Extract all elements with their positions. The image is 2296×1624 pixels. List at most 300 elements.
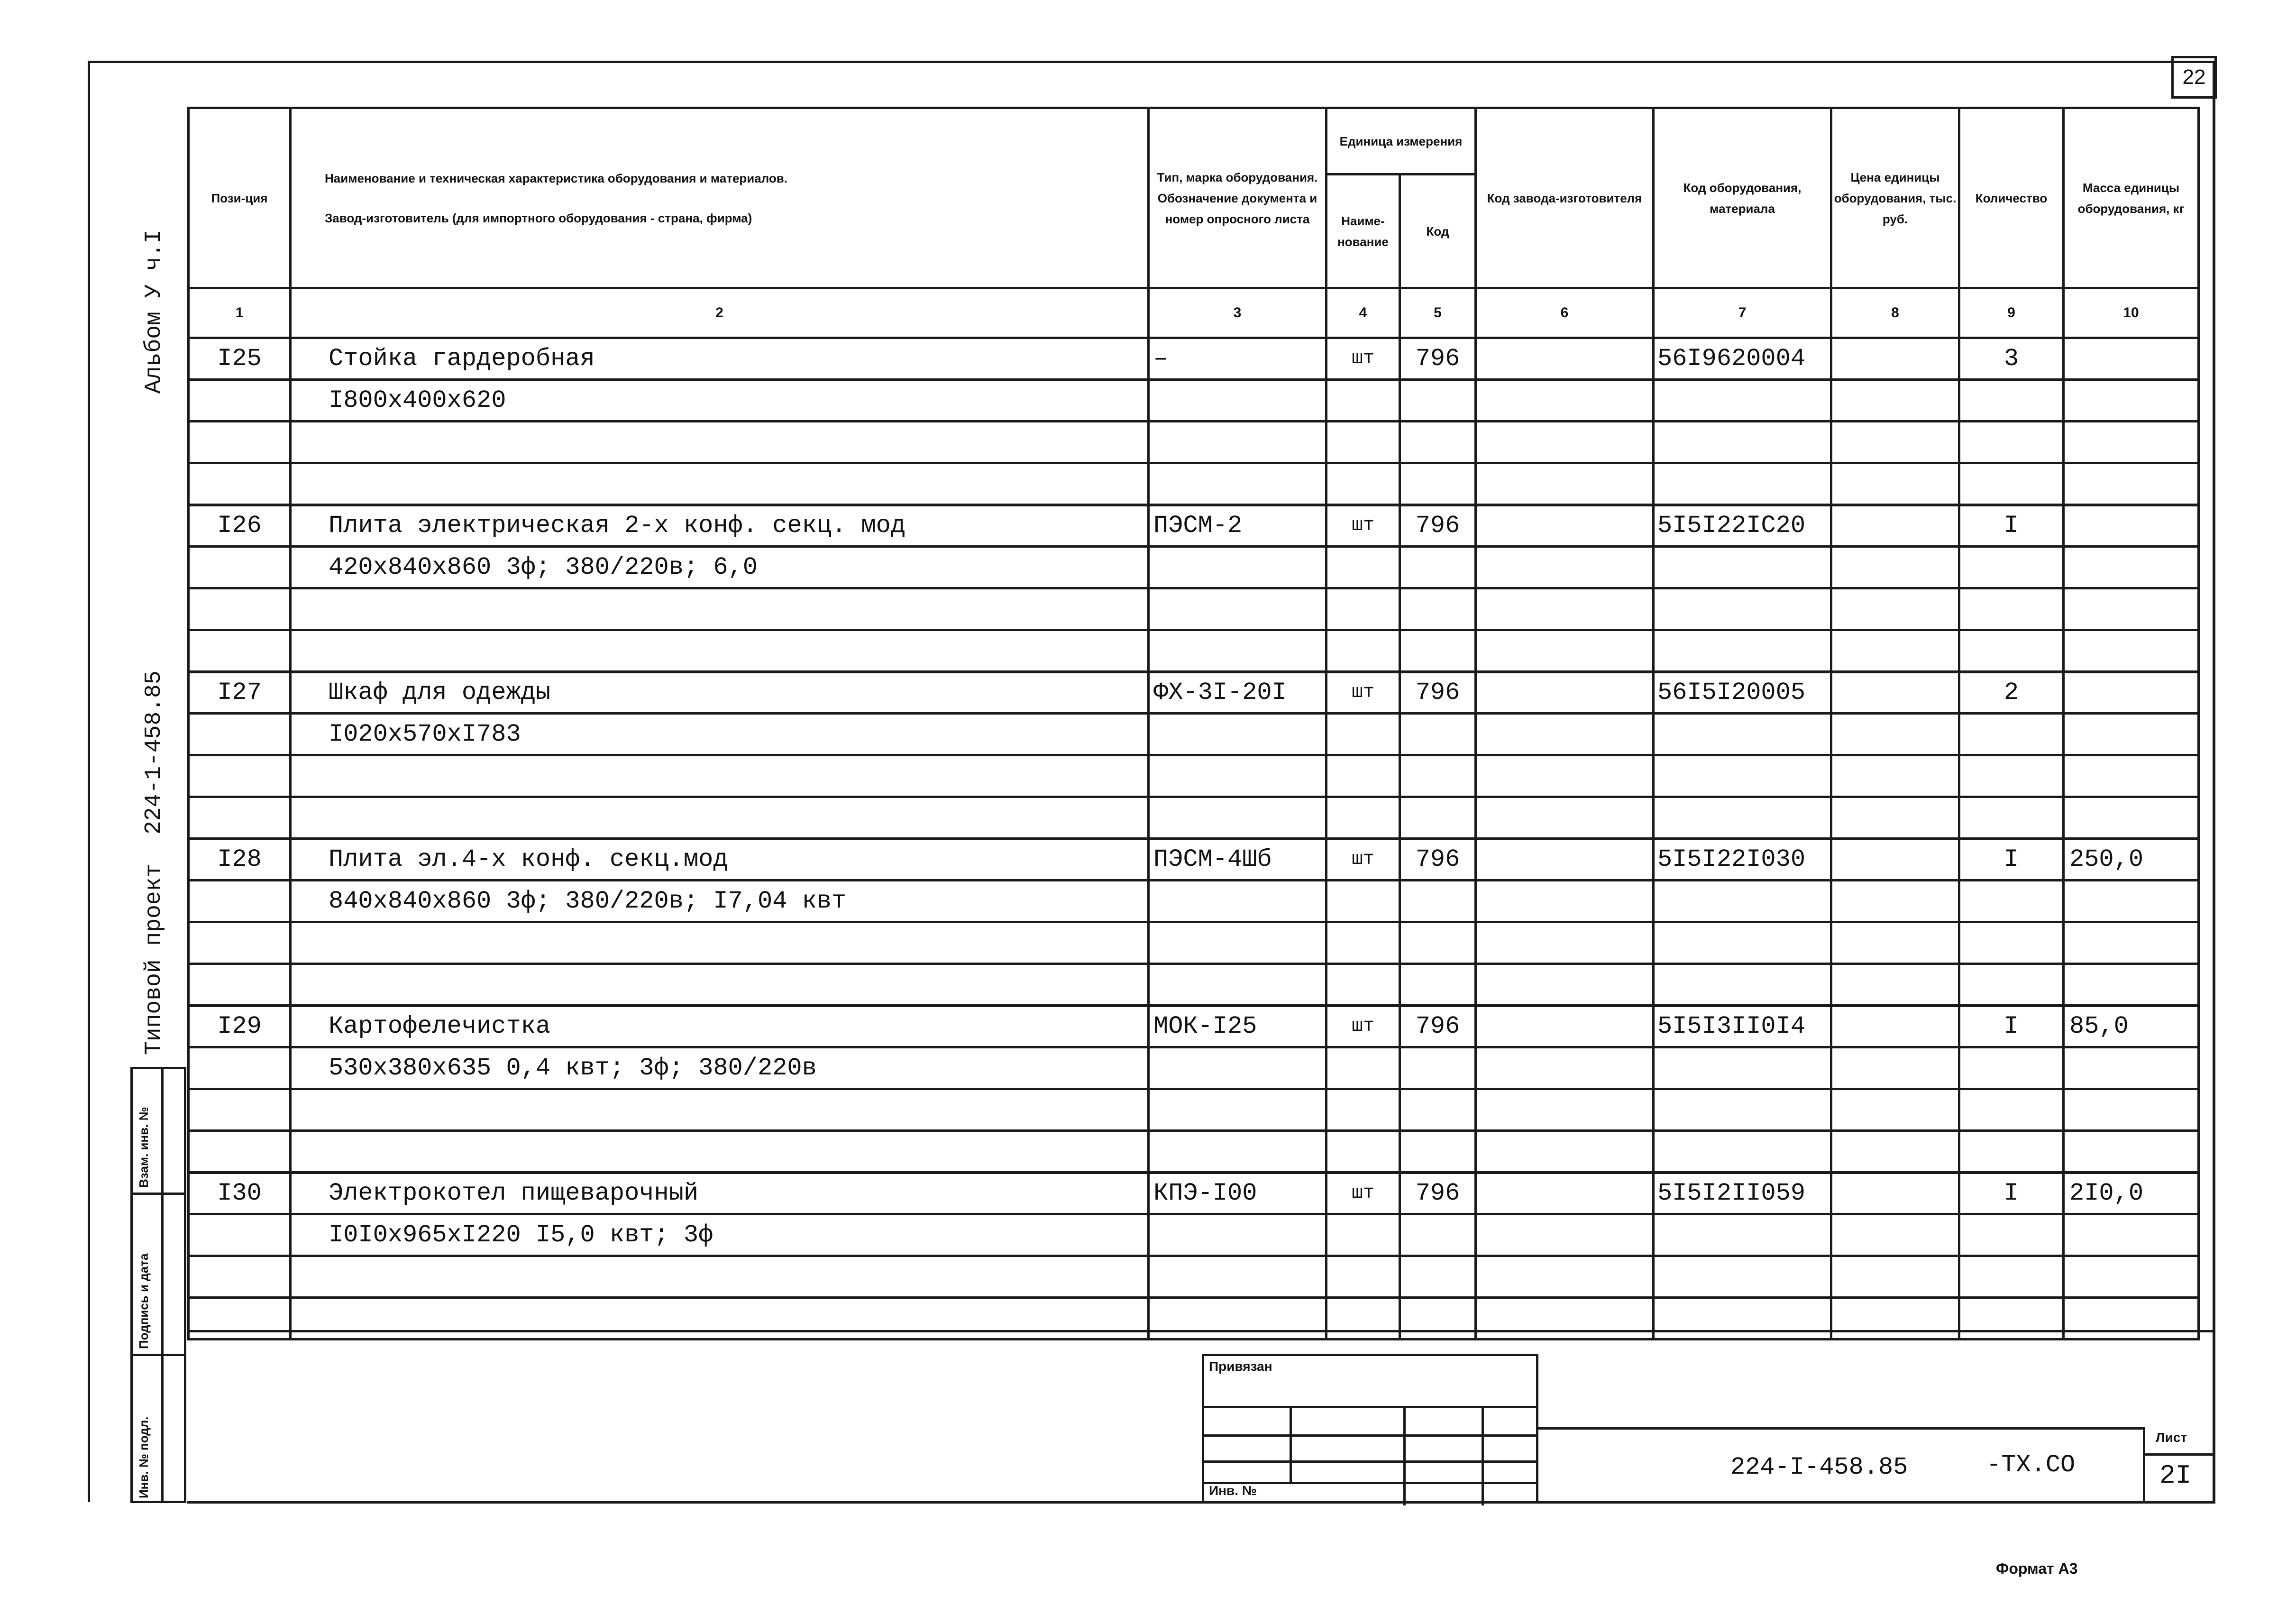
cell-equipment-code: 56I9620004 — [1654, 338, 1831, 380]
table-row — [189, 547, 2199, 588]
cell-quantity: I — [1959, 839, 2064, 881]
table-cell — [1149, 1089, 1326, 1131]
album-label: Альбом У ч.I — [141, 229, 167, 394]
table-cell — [291, 630, 1149, 672]
cell-unit-code: 796 — [1400, 338, 1476, 380]
table-cell — [189, 881, 291, 922]
table-cell — [1831, 547, 1959, 588]
table-cell — [1476, 714, 1654, 755]
table-cell — [1149, 1256, 1326, 1298]
table-cell — [291, 588, 1149, 630]
cell-type: – — [1149, 338, 1326, 380]
table-cell — [1326, 755, 1400, 797]
table-cell — [1149, 714, 1326, 755]
table-cell — [189, 1131, 291, 1173]
table-cell — [1326, 797, 1400, 839]
table-cell — [1149, 1298, 1326, 1340]
table-cell — [1959, 547, 2064, 588]
table-cell — [1476, 588, 1654, 630]
signature-strip — [130, 1067, 186, 1503]
cell-price — [1831, 338, 1959, 380]
table-row — [189, 1298, 2199, 1340]
table-cell — [1149, 755, 1326, 797]
table-cell — [1476, 1214, 1654, 1256]
table-cell — [1326, 714, 1400, 755]
table-cell — [1476, 547, 1654, 588]
table-bottom-line — [187, 1330, 2215, 1332]
table-cell — [1831, 630, 1959, 672]
table-cell — [1326, 881, 1400, 922]
sheet-number-box — [2143, 1427, 2215, 1502]
table-cell — [1654, 1089, 1831, 1131]
table-cell — [1149, 380, 1326, 422]
table-cell — [189, 547, 291, 588]
table-cell — [1476, 1131, 1654, 1173]
table-cell — [1326, 422, 1400, 463]
table-cell — [1476, 380, 1654, 422]
cell-manufacturer-code — [1476, 839, 1654, 881]
table-cell — [189, 1298, 291, 1340]
table-cell — [2064, 463, 2199, 505]
cell-spec: 420x840x860 3ф; 380/220в; 6,0 — [291, 547, 1149, 588]
frame-bottom-line — [187, 1501, 2215, 1504]
table-cell — [1831, 380, 1959, 422]
table-row — [189, 1089, 2199, 1131]
table-cell — [1654, 630, 1831, 672]
table-cell — [1326, 1047, 1400, 1089]
table-row — [189, 797, 2199, 839]
table-cell — [189, 1047, 291, 1089]
table-cell — [1476, 964, 1654, 1006]
table-cell — [1476, 630, 1654, 672]
header-unit-group: Единица измерения — [1326, 108, 1476, 174]
cell-quantity: I — [1959, 505, 2064, 547]
table-row — [189, 630, 2199, 672]
table-cell — [291, 1298, 1149, 1340]
table-cell — [1326, 547, 1400, 588]
cell-type: ПЭСМ-2 — [1149, 505, 1326, 547]
table-cell — [1654, 380, 1831, 422]
table-cell — [1326, 380, 1400, 422]
cell-name: Шкаф для одежды — [291, 672, 1149, 714]
table-cell — [1400, 881, 1476, 922]
table-cell — [1149, 630, 1326, 672]
cell-equipment-code: 56I5I20005 — [1654, 672, 1831, 714]
sheet-number: 2I — [2159, 1460, 2192, 1491]
table-cell — [1959, 1047, 2064, 1089]
table-cell — [1831, 1298, 1959, 1340]
cell-unit-code: 796 — [1400, 505, 1476, 547]
project-code-label: 224-1-458.85 — [141, 670, 167, 835]
cell-position: I27 — [189, 672, 291, 714]
header-name — [291, 108, 1149, 288]
cell-price — [1831, 1173, 1959, 1214]
col-number: 10 — [2064, 288, 2199, 338]
table-row — [189, 839, 2199, 881]
table-cell — [1959, 463, 2064, 505]
table-cell — [1831, 1047, 1959, 1089]
table-cell — [1959, 1089, 2064, 1131]
cell-unit-code: 796 — [1400, 672, 1476, 714]
col-number: 9 — [1959, 288, 2064, 338]
cell-type: МОК-I25 — [1149, 1006, 1326, 1047]
cell-manufacturer-code — [1476, 505, 1654, 547]
cell-position: I28 — [189, 839, 291, 881]
col-number: 1 — [189, 288, 291, 338]
cell-mass: 85,0 — [2064, 1006, 2199, 1047]
table-cell — [1400, 714, 1476, 755]
table-cell — [1959, 1131, 2064, 1173]
cell-quantity: I — [1959, 1173, 2064, 1214]
cell-position: I29 — [189, 1006, 291, 1047]
table-cell — [189, 630, 291, 672]
table-cell — [1400, 422, 1476, 463]
cell-spec: I020x570xI783 — [291, 714, 1149, 755]
table-cell — [291, 964, 1149, 1006]
table-cell — [1959, 380, 2064, 422]
cell-name: Картофелечистка — [291, 1006, 1149, 1047]
doc-code: 224-I-458.85 — [1730, 1453, 1908, 1481]
attached-label: Привязан — [1209, 1359, 1272, 1374]
cell-type: ФХ-3I-20I — [1149, 672, 1326, 714]
table-cell — [2064, 881, 2199, 922]
table-cell — [2064, 1298, 2199, 1340]
cell-unit-code: 796 — [1400, 839, 1476, 881]
table-cell — [1959, 630, 2064, 672]
cell-name: Плита электрическая 2-х конф. секц. мод — [291, 505, 1149, 547]
col-number: 8 — [1831, 288, 1959, 338]
table-cell — [2064, 797, 2199, 839]
table-cell — [189, 755, 291, 797]
table-cell — [2064, 922, 2199, 964]
table-cell — [1959, 422, 2064, 463]
table-cell — [1400, 1256, 1476, 1298]
table-cell — [2064, 755, 2199, 797]
table-cell — [1400, 797, 1476, 839]
table-cell — [1654, 547, 1831, 588]
cell-type: КПЭ-I00 — [1149, 1173, 1326, 1214]
sheet-label: Лист — [2156, 1430, 2187, 1445]
table-row — [189, 380, 2199, 422]
inv-label: Инв. № — [1209, 1483, 1257, 1498]
table-cell — [189, 463, 291, 505]
table-cell — [291, 1256, 1149, 1298]
table-row — [189, 338, 2199, 380]
signature-date-label: Подпись и дата — [137, 1253, 151, 1349]
table-cell — [1400, 1214, 1476, 1256]
cell-position: I25 — [189, 338, 291, 380]
table-cell — [2064, 588, 2199, 630]
table-cell — [1476, 755, 1654, 797]
table-cell — [1654, 1256, 1831, 1298]
table-cell — [2064, 714, 2199, 755]
table-cell — [2064, 547, 2199, 588]
cell-spec: 840x840x860 3ф; 380/220в; I7,04 квт — [291, 881, 1149, 922]
table-cell — [1149, 797, 1326, 839]
table-cell — [1959, 714, 2064, 755]
cell-equipment-code: 5I5I22IC20 — [1654, 505, 1831, 547]
table-cell — [1959, 588, 2064, 630]
table-cell — [1654, 881, 1831, 922]
table-cell — [1149, 547, 1326, 588]
table-row — [189, 881, 2199, 922]
table-cell — [1476, 463, 1654, 505]
table-cell — [1326, 588, 1400, 630]
table-cell — [291, 922, 1149, 964]
inv-original-label: Инв. № подл. — [137, 1416, 151, 1498]
table-cell — [1654, 588, 1831, 630]
cell-price — [1831, 839, 1959, 881]
table-cell — [1959, 1298, 2064, 1340]
table-cell — [2064, 1089, 2199, 1131]
cell-equipment-code: 5I5I22I030 — [1654, 839, 1831, 881]
table-cell — [1149, 422, 1326, 463]
table-cell — [1149, 1047, 1326, 1089]
header-quantity: Количество — [1959, 108, 2064, 288]
cell-quantity: I — [1959, 1006, 2064, 1047]
table-cell — [2064, 1131, 2199, 1173]
table-cell — [1654, 797, 1831, 839]
header-equipment-code: Код оборудования, материала — [1654, 108, 1831, 288]
table-cell — [1654, 755, 1831, 797]
table-cell — [1400, 380, 1476, 422]
cell-unit: шт — [1326, 1006, 1400, 1047]
table-row — [189, 588, 2199, 630]
table-cell — [1149, 1131, 1326, 1173]
table-cell — [1400, 1131, 1476, 1173]
table-cell — [1654, 1214, 1831, 1256]
cell-name: Электрокотел пищеварочный — [291, 1173, 1149, 1214]
cell-unit: шт — [1326, 1173, 1400, 1214]
table-cell — [1654, 1298, 1831, 1340]
table-cell — [1326, 964, 1400, 1006]
table-row — [189, 463, 2199, 505]
table-cell — [1400, 755, 1476, 797]
table-cell — [1400, 630, 1476, 672]
col-number: 2 — [291, 288, 1149, 338]
format-label: Формат А3 — [1996, 1560, 2078, 1577]
table-cell — [291, 1131, 1149, 1173]
table-cell — [189, 380, 291, 422]
table-cell — [1326, 1131, 1400, 1173]
table-cell — [2064, 964, 2199, 1006]
table-cell — [1400, 1298, 1476, 1340]
cell-unit-code: 796 — [1400, 1173, 1476, 1214]
col-number: 6 — [1476, 288, 1654, 338]
cell-position: I26 — [189, 505, 291, 547]
table-cell — [1654, 922, 1831, 964]
cell-unit: шт — [1326, 672, 1400, 714]
table-cell — [1326, 630, 1400, 672]
col-number: 7 — [1654, 288, 1831, 338]
table-cell — [1400, 922, 1476, 964]
table-cell — [1831, 1256, 1959, 1298]
table-cell — [1326, 922, 1400, 964]
cell-unit: шт — [1326, 839, 1400, 881]
table-cell — [1476, 881, 1654, 922]
cell-quantity: 2 — [1959, 672, 2064, 714]
table-cell — [1326, 1256, 1400, 1298]
table-cell — [1831, 463, 1959, 505]
table-cell — [1476, 922, 1654, 964]
table-cell — [1831, 797, 1959, 839]
table-cell — [189, 964, 291, 1006]
table-row — [189, 714, 2199, 755]
table-cell — [1831, 922, 1959, 964]
table-cell — [1959, 1256, 2064, 1298]
table-row — [189, 922, 2199, 964]
table-cell — [1149, 1214, 1326, 1256]
cell-manufacturer-code — [1476, 1173, 1654, 1214]
table-cell — [189, 588, 291, 630]
table-cell — [1149, 881, 1326, 922]
table-cell — [1959, 1214, 2064, 1256]
project-type-label: Типовой проект — [141, 863, 167, 1055]
table-cell — [189, 422, 291, 463]
table-row — [189, 964, 2199, 1006]
table-cell — [1476, 1089, 1654, 1131]
table-cell — [189, 1089, 291, 1131]
cell-mass — [2064, 505, 2199, 547]
cell-spec: I0I0x965xI220 I5,0 квт; 3ф — [291, 1214, 1149, 1256]
header-mass: Масса единицы оборудования, кг — [2064, 108, 2199, 288]
table-cell — [1326, 1089, 1400, 1131]
table-cell — [1476, 1298, 1654, 1340]
table-cell — [1400, 1047, 1476, 1089]
table-cell — [2064, 630, 2199, 672]
table-cell — [1326, 463, 1400, 505]
col-number: 4 — [1326, 288, 1400, 338]
cell-equipment-code: 5I5I3II0I4 — [1654, 1006, 1831, 1047]
table-row — [189, 1256, 2199, 1298]
table-cell — [1831, 1089, 1959, 1131]
table-cell — [1831, 588, 1959, 630]
cell-manufacturer-code — [1476, 1006, 1654, 1047]
table-row — [189, 672, 2199, 714]
table-cell — [1326, 1214, 1400, 1256]
table-cell — [1400, 463, 1476, 505]
table-row — [189, 1214, 2199, 1256]
cell-name: Стойка гардеробная — [291, 338, 1149, 380]
cell-name: Плита эл.4-х конф. секц.мод — [291, 839, 1149, 881]
table-cell — [1959, 964, 2064, 1006]
cell-mass: 2I0,0 — [2064, 1173, 2199, 1214]
table-cell — [1400, 588, 1476, 630]
cell-manufacturer-code — [1476, 672, 1654, 714]
table-cell — [1476, 1047, 1654, 1089]
cell-price — [1831, 1006, 1959, 1047]
cell-unit-code: 796 — [1400, 1006, 1476, 1047]
table-cell — [1831, 755, 1959, 797]
table-cell — [1400, 547, 1476, 588]
table-cell — [1326, 1298, 1400, 1340]
table-cell — [1654, 463, 1831, 505]
header-unit-code: Код — [1400, 174, 1476, 288]
table-row — [189, 1173, 2199, 1214]
specification-table — [187, 107, 2200, 1340]
table-row — [189, 1131, 2199, 1173]
cell-spec: 530x380x635 0,4 квт; 3ф; 380/220в — [291, 1047, 1149, 1089]
table-cell — [1959, 881, 2064, 922]
table-cell — [2064, 1256, 2199, 1298]
doc-suffix: -TX.CO — [1986, 1451, 2076, 1479]
cell-quantity: 3 — [1959, 338, 2064, 380]
cell-price — [1831, 672, 1959, 714]
table-cell — [2064, 380, 2199, 422]
header-position: Пози-ция — [189, 108, 291, 288]
table-cell — [291, 755, 1149, 797]
table-cell — [1149, 463, 1326, 505]
table-cell — [291, 422, 1149, 463]
table-cell — [291, 463, 1149, 505]
table-cell — [1476, 422, 1654, 463]
table-row — [189, 755, 2199, 797]
table-row — [189, 1006, 2199, 1047]
cell-mass: 250,0 — [2064, 839, 2199, 881]
header-manufacturer-code: Код завода-изготовителя — [1476, 108, 1654, 288]
table-cell — [291, 797, 1149, 839]
table-cell — [1831, 964, 1959, 1006]
table-cell — [1831, 881, 1959, 922]
attached-block — [1202, 1354, 1538, 1503]
table-cell — [1476, 797, 1654, 839]
table-row — [189, 1047, 2199, 1089]
table-cell — [1959, 797, 2064, 839]
table-cell — [2064, 422, 2199, 463]
table-cell — [1654, 714, 1831, 755]
specification-body — [189, 338, 2199, 1340]
table-cell — [1476, 1256, 1654, 1298]
col-number: 5 — [1400, 288, 1476, 338]
table-cell — [189, 714, 291, 755]
table-cell — [1959, 755, 2064, 797]
table-cell — [1149, 964, 1326, 1006]
table-cell — [1654, 1047, 1831, 1089]
table-row — [189, 505, 2199, 547]
cell-unit: шт — [1326, 505, 1400, 547]
cell-spec: I800x400x620 — [291, 380, 1149, 422]
header-name-line2: Завод-изготовитель (для импортного оборудования - страна, фирма) — [325, 211, 752, 225]
col-number: 3 — [1149, 288, 1326, 338]
table-cell — [1831, 1214, 1959, 1256]
header-price: Цена единицы оборудования, тыс. руб. — [1831, 108, 1959, 288]
table-cell — [1149, 588, 1326, 630]
table-row — [189, 422, 2199, 463]
cell-unit: шт — [1326, 338, 1400, 380]
table-cell — [1654, 964, 1831, 1006]
table-cell — [2064, 1214, 2199, 1256]
cell-equipment-code: 5I5I2II059 — [1654, 1173, 1831, 1214]
header-unit-name: Наиме-нование — [1326, 174, 1400, 288]
cell-manufacturer-code — [1476, 338, 1654, 380]
cell-price — [1831, 505, 1959, 547]
table-cell — [1654, 422, 1831, 463]
header-type: Тип, марка оборудования. Обозначение документа и номер опросного листа — [1149, 108, 1326, 288]
table-cell — [189, 797, 291, 839]
cell-position: I30 — [189, 1173, 291, 1214]
top-sheet-number: 22 — [2171, 56, 2217, 99]
table-cell — [1959, 922, 2064, 964]
table-cell — [1831, 422, 1959, 463]
table-cell — [1654, 1131, 1831, 1173]
table-cell — [1831, 714, 1959, 755]
replace-inv-label: Взам. инв. № — [137, 1107, 151, 1188]
doc-code-line — [1538, 1427, 2143, 1430]
table-cell — [1831, 1131, 1959, 1173]
table-cell — [291, 1089, 1149, 1131]
table-cell — [2064, 1047, 2199, 1089]
table-cell — [189, 922, 291, 964]
